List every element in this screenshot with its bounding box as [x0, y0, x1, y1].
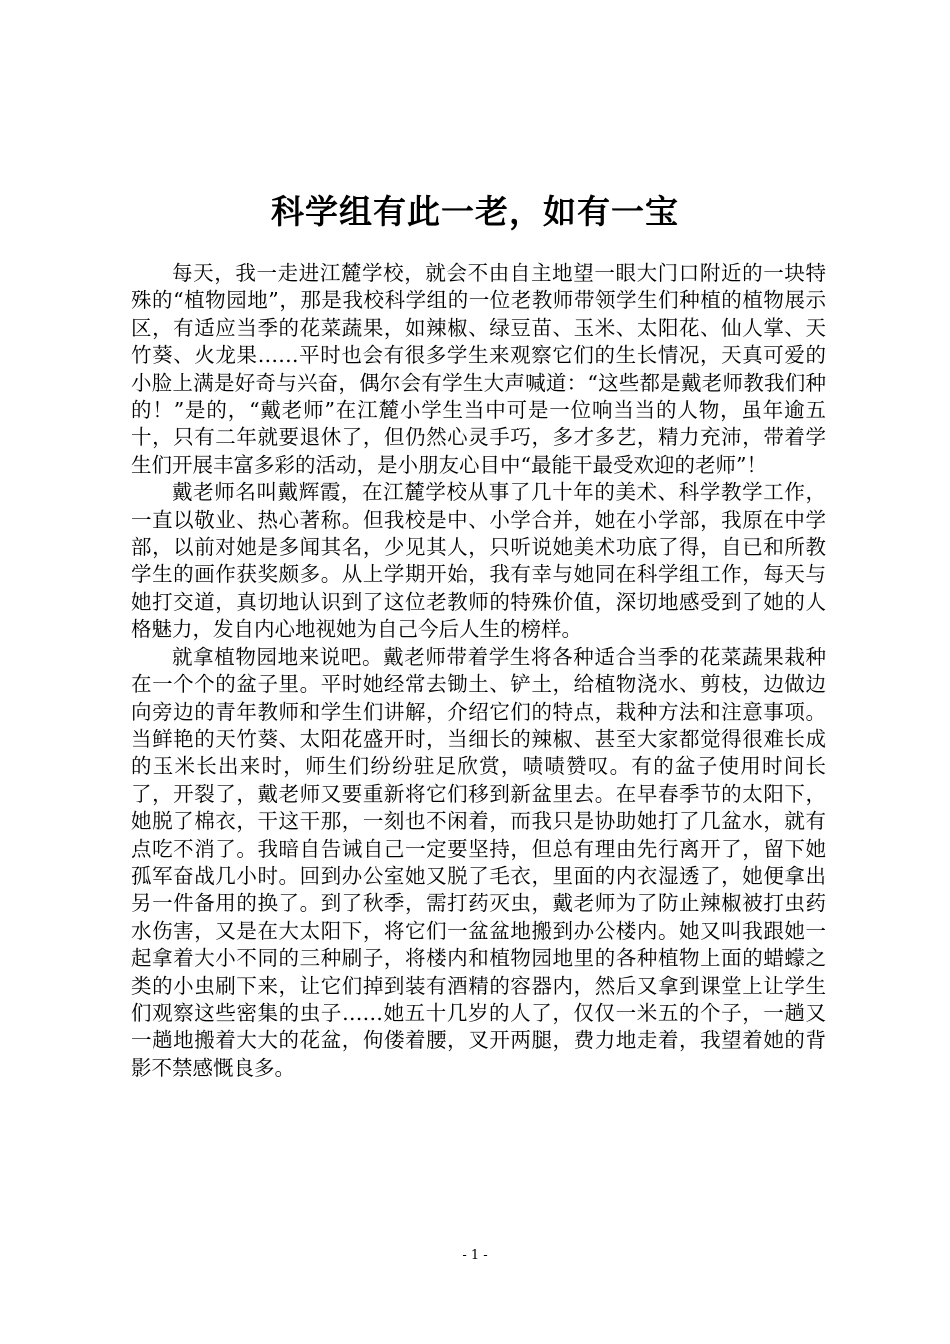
paragraph-2: 戴老师名叫戴辉霞，在江麓学校从事了几十年的美术、科学教学工作，一直以敬业、热心著称。但我校是中、小学合并，她在小学部，我原在中学部，以前对她是多闻其名，少见其人，只听说她美术功底了得，自已和所教学生的画作获奖颇多。从上学期开始，我有幸与她同在科学组工作，每天与她打交道，真切地认识到了这位老教师的特殊价值，深切地感受到了她的人格魅力，发自内心地视她为自己今后人生的榜样。 — [131, 480, 826, 642]
document-body — [131, 260, 826, 1082]
paragraph-3: 就拿植物园地来说吧。戴老师带着学生将各种适合当季的花菜蔬果栽种在一个个的盆子里。平时她经常去锄土、铲土，给植物浇水、剪枝，边做边向旁边的青年教师和学生们讲解，介绍它们的特点，栽种方法和注意事项。当鲜艳的天竹葵、太阳花盛开时，当细长的辣椒、甚至大家都觉得很难长成的玉米长出来时，师生们纷纷驻足欣赏，啧啧赞叹。有的盆子使用时间长了，开裂了，戴老师又要重新将它们移到新盆里去。在早春季节的太阳下，她脱了棉衣，干这干那，一刻也不闲着，而我只是协助她打了几盆水，就有点吃不消了。我暗自告诫自己一定要坚持，但总有理由先行离开了，留下她孤军奋战几小时。回到办公室她又脱了毛衣，里面的内衣湿透了，她便拿出另一件备用的换了。到了秋季，需打药灭虫，戴老师为了防止辣椒被打虫药水伤害，又是在大太阳下，将它们一盆盆地搬到办公楼内。她又叫我跟她一起拿着大小不同的三种刷子，将楼内和植物园地里的各种植物上面的蜡蠓之类的小虫刷下来，让它们掉到装有酒精的容器内，然后又拿到课堂上让学生们观察这些密集的虫子……她五十几岁的人了，仅仅一米五的个子，一趟又一趟地搬着大大的花盆，佝偻着腰，叉开两腿，费力地走着，我望着她的背影不禁感慨良多。 — [131, 644, 826, 1080]
document-title: 科学组有此一老，如有一宝 — [271, 192, 679, 231]
paragraph-1: 每天，我一走进江麓学校，就会不由自主地望一眼大门口附近的一块特殊的“植物园地”，那是我校科学组的一位老教师带领学生们种植的植物展示区，有适应当季的花菜蔬果，如辣椒、绿豆苗、玉米、太阳花、仙人掌、天竹葵、火龙果……平时也会有很多学生来观察它们的生长情况，天真可爱的小脸上满是好奇与兴奋，偶尔会有学生大声喊道：“这些都是戴老师教我们种的！”是的，“戴老师”在江麓小学生当中可是一位响当当的人物，虽年逾五十，只有二年就要退休了，但仍然心灵手巧，多才多艺，精力充沛，带着学生们开展丰富多彩的活动，是小朋友心目中“最能干最受欢迎的老师”！ — [131, 261, 826, 477]
page-number: - 1 - — [462, 1248, 488, 1263]
